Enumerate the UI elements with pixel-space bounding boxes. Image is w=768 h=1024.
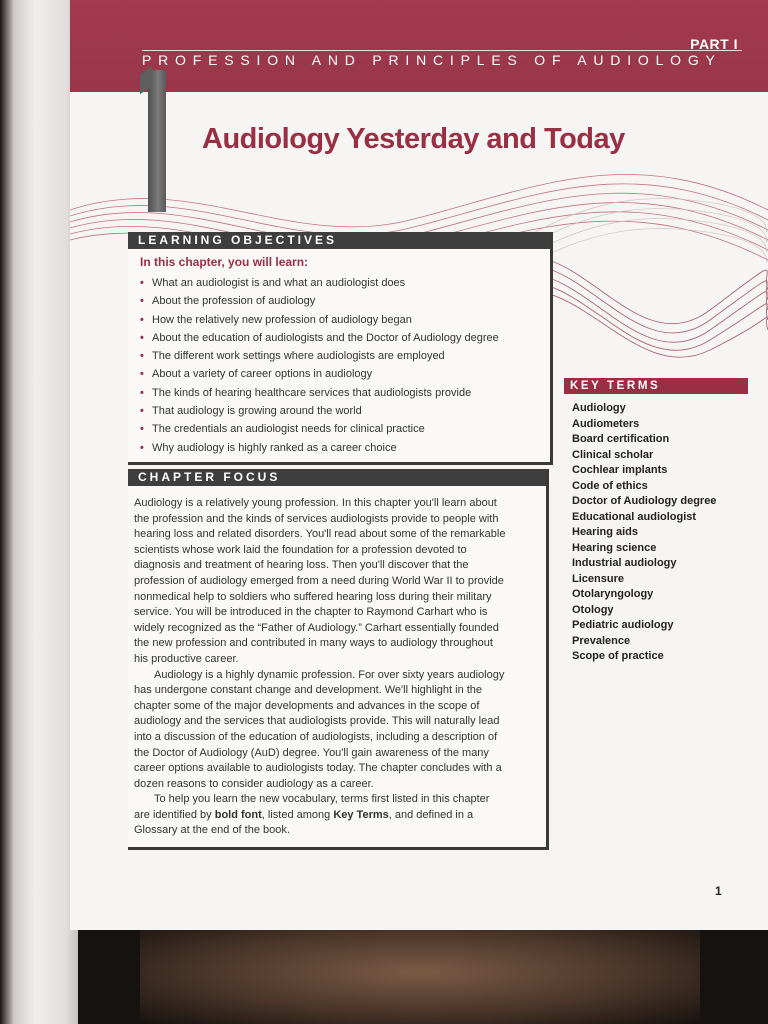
focus-line: the new profession and contributed in many ways to audiology throughout xyxy=(134,637,493,650)
key-term: Licensure xyxy=(572,572,624,585)
focus-line xyxy=(134,808,542,824)
key-term: Clinical scholar xyxy=(572,448,654,461)
key-term: Audiometers xyxy=(572,417,640,430)
key-terms-heading: KEY TERMS xyxy=(564,378,748,394)
part-banner xyxy=(70,0,768,92)
learning-objectives-intro: In this chapter, you will learn: xyxy=(140,255,309,269)
focus-line: profession of audiology emerged from a need during World War II to provide xyxy=(134,574,504,587)
key-term: Hearing aids xyxy=(572,526,639,538)
focus-line: service. You will be introduced in the chapter to Raymond Carhart who is xyxy=(134,606,488,619)
chapter-focus-heading: CHAPTER FOCUS xyxy=(128,469,546,486)
focus-line: Audiology is a relatively young profession. In this chapter you'll learn about xyxy=(134,497,497,509)
focus-line: scientists whose work laid the foundation for a profession devoted to xyxy=(134,543,467,556)
focus-line: widely recognized as the “Father of Audiology.” Carhart essentially founded xyxy=(134,621,499,634)
objective-item: • The credentials an audiologist needs for clinical practice xyxy=(140,420,499,438)
page-number: 1 xyxy=(715,884,722,898)
focus-line: Glossary at the end of the book. xyxy=(134,824,290,837)
objective-item: • How the relatively new profession of audiology began xyxy=(140,311,499,329)
key-term: Cochlear implants xyxy=(572,464,668,476)
banner-rule xyxy=(142,50,742,51)
focus-line: the Doctor of Audiology (AuD) degree. You'll gain awareness of the many xyxy=(134,746,489,759)
key-term: Otology xyxy=(572,603,614,616)
chapter-focus-box xyxy=(128,469,549,850)
focus-line: To help you learn the new vocabulary, terms first listed in this chapter xyxy=(154,793,490,806)
chapter-focus-text xyxy=(134,496,542,839)
bold-font-term: bold font xyxy=(214,808,262,821)
hand-holding-book xyxy=(140,930,700,1024)
focus-line: his productive career. xyxy=(134,652,239,665)
focus-line: into a discussion of the education of audiologists, including a description of xyxy=(134,730,498,743)
focus-line: has undergone constant change and development. We'll highlight in the xyxy=(134,684,483,697)
objective-item: • The kinds of hearing healthcare services that audiologists provide xyxy=(140,384,499,402)
focus-line: diagnosis and treatment of hearing loss. Then you'll discover that the xyxy=(134,559,469,572)
focus-line: hearing loss and related disorders. You'll read about some of the remarkable xyxy=(134,528,506,541)
key-term: Audiology xyxy=(572,402,626,414)
learning-objectives-list xyxy=(140,274,499,457)
book-title: PROFESSION AND PRINCIPLES OF AUDIOLOGY xyxy=(142,52,722,68)
learning-objectives-box xyxy=(128,232,553,465)
key-terms-term: Key Terms xyxy=(333,808,389,821)
chapter-number-graphic xyxy=(148,70,166,212)
key-term: Pediatric audiology xyxy=(572,619,674,631)
focus-text-fragment: , and defined in a xyxy=(388,808,474,821)
key-term: Otolaryngology xyxy=(572,588,654,600)
objective-item: • The different work settings where audiologists are employed xyxy=(140,347,499,365)
book-spine xyxy=(0,0,78,1024)
focus-line: the profession and the kinds of services audiologists provide to people with xyxy=(134,512,499,525)
key-term: Board certification xyxy=(572,433,670,445)
key-term: Scope of practice xyxy=(572,650,664,662)
key-term: Prevalence xyxy=(572,634,631,647)
objective-item: • About a variety of career options in audiology xyxy=(140,365,499,383)
chapter-title: Audiology Yesterday and Today xyxy=(202,123,625,155)
key-term: Educational audiologist xyxy=(572,510,697,523)
key-term: Doctor of Audiology degree xyxy=(572,495,717,507)
focus-line: chapter some of the major developments and advances in the scope of xyxy=(134,699,480,712)
objective-item: • About the profession of audiology xyxy=(140,292,499,310)
focus-text-fragment: , listed among xyxy=(261,808,334,821)
objective-item: • About the education of audiologists and the Doctor of Audiology degree xyxy=(140,329,499,347)
objective-item: • Why audiology is highly ranked as a career choice xyxy=(140,439,499,457)
key-term: Code of ethics xyxy=(572,479,648,492)
key-term: Industrial audiology xyxy=(572,557,677,569)
focus-line: nonmedical help to soldiers who suffered hearing loss during their military xyxy=(134,590,492,603)
key-terms-list xyxy=(572,401,716,665)
learning-objectives-heading: LEARNING OBJECTIVES xyxy=(128,232,550,249)
key-term: Hearing science xyxy=(572,541,657,554)
objective-item: • That audiology is growing around the world xyxy=(140,402,499,420)
objective-item: • What an audiologist is and what an audiologist does xyxy=(140,274,499,292)
book-page xyxy=(70,0,768,930)
part-label: PART I xyxy=(690,36,738,52)
focus-line: career options available to audiologists today. The chapter concludes with a xyxy=(134,762,502,775)
focus-line: audiology and the services that audiologists provide. This will naturally lead xyxy=(134,715,500,728)
focus-line: Audiology is a highly dynamic profession. For over sixty years audiology xyxy=(154,668,505,681)
focus-text-fragment: are identified by xyxy=(134,808,215,821)
focus-line: dozen reasons to consider audiology as a career. xyxy=(134,777,374,790)
